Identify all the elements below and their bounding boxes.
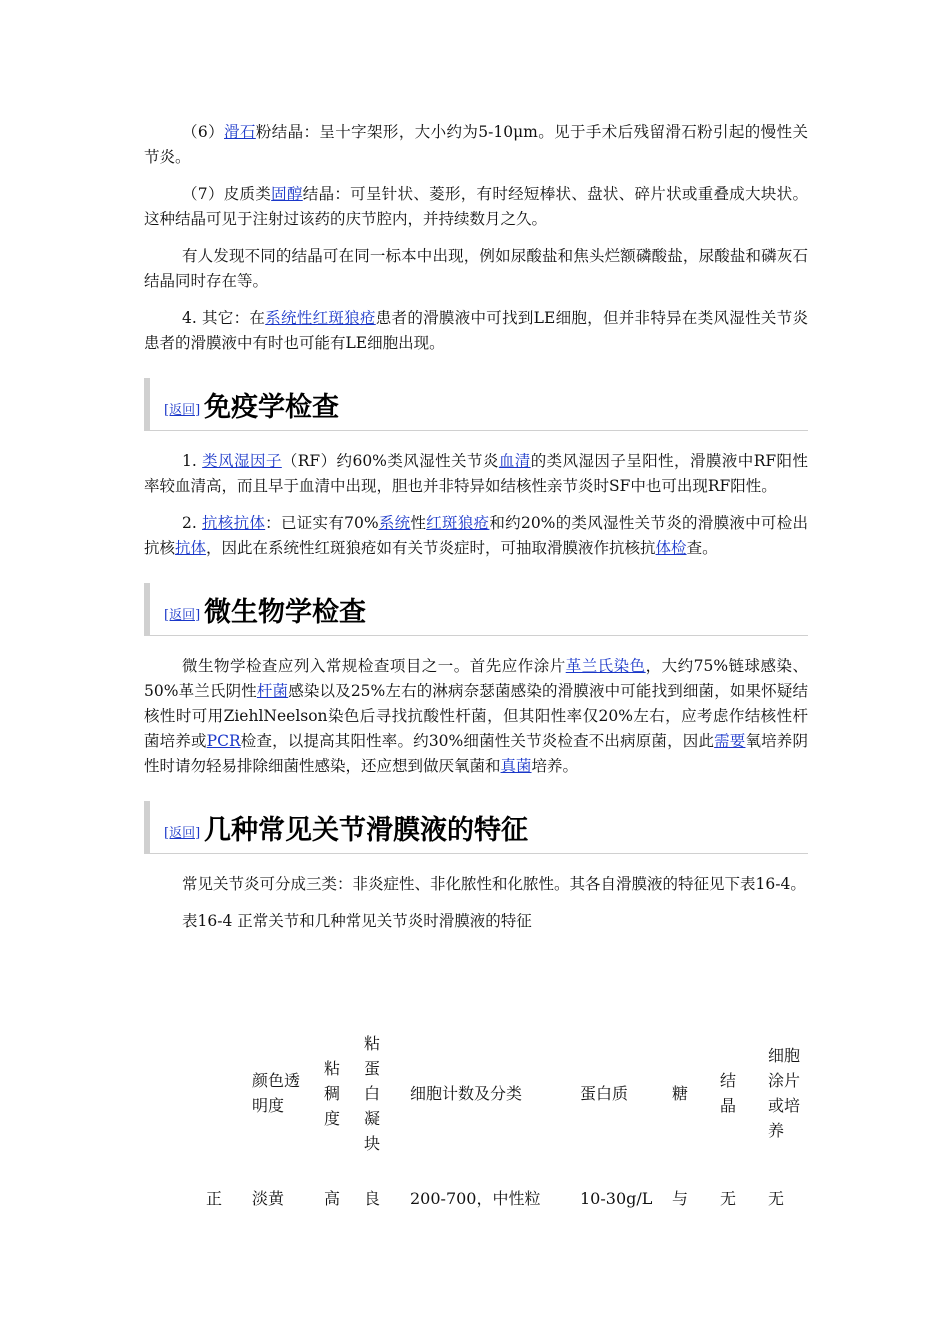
section-heading-immunology <box>144 378 808 431</box>
table-cell: 200-700，中性粒 <box>410 1188 541 1208</box>
table-cell: 与 <box>672 1188 689 1208</box>
text: 结晶：可呈针状、菱形，有时经短棒状、盘状、碎片状或重叠成大块状。这种结晶可见于注射过该药的庆节腔内，并持续数月之久。 <box>144 185 808 228</box>
table-header-cell: 蛋白质 <box>580 1083 629 1103</box>
text: （6） <box>182 123 225 141</box>
back-link[interactable]: [返回] <box>164 403 201 418</box>
link-lupus[interactable]: 红斑狼疮 <box>426 514 490 532</box>
paragraph-ana <box>144 511 808 561</box>
table-cell: 良 <box>364 1188 381 1208</box>
section-heading-microbiology <box>144 583 808 636</box>
text: 1. <box>182 452 203 470</box>
text: 培养。 <box>531 757 579 775</box>
text: ：已证实有70% <box>265 514 379 532</box>
table-header-cell: 结晶 <box>720 1071 737 1115</box>
text: ，因此在系统性红斑狼疮如有关节炎症时，可抽取滑膜液作抗核抗 <box>206 539 656 557</box>
table-header-cell: 细胞涂片或培养 <box>768 1046 801 1140</box>
link-system[interactable]: 系统 <box>378 514 411 532</box>
table-cell <box>196 1018 252 1168</box>
table-caption: 表16-4 正常关节和几种常见关节炎时滑膜液的特征 <box>182 912 532 930</box>
text: 微生物学检查应列入常规检查项目之一。首先应作涂片 <box>182 657 566 675</box>
link-physical-exam[interactable]: 体检 <box>655 539 687 557</box>
paragraph-microbiology <box>144 654 808 779</box>
document-body <box>144 120 808 934</box>
text: 2. <box>182 514 203 532</box>
link-bacilli[interactable]: 杆菌 <box>256 682 289 700</box>
text: 检查，以提高其阳性率。约30%细菌性关节炎检查不出病原菌，因此 <box>240 732 715 750</box>
paragraph-other <box>144 306 808 356</box>
table-header-cell: 糖 <box>672 1083 689 1103</box>
section-title: 免疫学检查 <box>204 392 339 423</box>
back-link[interactable]: [返回] <box>164 608 201 623</box>
link-serum[interactable]: 血清 <box>498 452 531 470</box>
link-antinuclear-antibody[interactable]: 抗核抗体 <box>202 514 266 532</box>
table-cell: 10-30g/L <box>580 1188 653 1208</box>
text: 和约20%的类风湿性关节炎的滑膜液中可检出抗核 <box>144 514 808 557</box>
paragraph-mixed-crystals: 有人发现不同的结晶可在同一标本中出现，例如尿酸盐和焦头烂额磷酸盐，尿酸盐和磷灰石结晶同时存在等。 <box>144 247 808 290</box>
table-header-cell: 粘稠度 <box>324 1058 341 1128</box>
link-antibody[interactable]: 抗体 <box>175 539 207 557</box>
table-cell: 淡黄 <box>252 1188 285 1208</box>
table-cell: 无 <box>768 1188 785 1208</box>
text: 的类风湿因子呈阳性，滑膜液中RF阳性率较血清高，而且早于血清中出现，胆也并非特异如结核性亲节炎时SF中也可出现RF阳性。 <box>144 452 808 495</box>
text: （7）皮质类 <box>182 185 272 203</box>
section-heading-synovial-features <box>144 801 808 854</box>
table-header-cell: 细胞计数及分类 <box>410 1083 523 1103</box>
text: （RF）约60%类风湿性关节炎 <box>281 452 499 470</box>
table-header-row <box>196 1018 808 1168</box>
paragraph-rf <box>144 449 808 499</box>
section-title: 几种常见关节滑膜液的特征 <box>204 815 528 846</box>
link-talc[interactable]: 滑石 <box>224 123 256 141</box>
back-link[interactable]: [返回] <box>164 826 201 841</box>
section-title: 微生物学检查 <box>204 597 366 628</box>
link-sle[interactable]: 系统性红斑狼疮 <box>265 309 376 327</box>
text: 氧培养阴性时请勿轻易排除细菌性感染，还应想到做厌氧菌和 <box>144 732 808 775</box>
link-gram-stain[interactable]: 革兰氏染色 <box>565 657 646 675</box>
table-header-cell: 颜色透明度 <box>252 1071 301 1115</box>
text: 查。 <box>686 539 718 557</box>
link-sterol[interactable]: 固醇 <box>271 185 303 203</box>
text: 4. 其它：在 <box>182 309 266 327</box>
text: ，大约75%链球感染、50%革兰氏阴性 <box>144 657 808 700</box>
paragraph-talc <box>144 120 808 170</box>
table-row <box>196 1168 808 1228</box>
link-rheumatoid-factor[interactable]: 类风湿因子 <box>202 452 282 470</box>
text: 感染以及25%左右的淋病奈瑟菌感染的滑膜液中可能找到细菌，如果怀疑结核性时可用ZiehlNeelson染色后寻找抗酸性杆菌，但其阳性率仅20%左右，应考虑作结核性杆菌培养或 <box>144 682 808 750</box>
link-need[interactable]: 需要 <box>714 732 746 750</box>
link-pcr[interactable]: PCR <box>206 732 241 750</box>
paragraph-corticosteroid <box>144 182 808 232</box>
table-cell: 无 <box>720 1188 737 1208</box>
text: 性 <box>410 514 427 532</box>
text: 患者的滑膜液中可找到LE细胞，但并非特异在类风湿性关节炎患者的滑膜液中有时也可能有LE细胞出现。 <box>144 309 808 352</box>
table-cell: 正 <box>206 1188 223 1208</box>
synovial-fluid-table <box>196 1018 808 1228</box>
paragraph-classification: 常见关节炎可分成三类：非炎症性、非化脓性和化脓性。其各自滑膜液的特征见下表16-4。 <box>182 875 806 893</box>
table-cell: 高 <box>324 1188 341 1208</box>
table-header-cell: 粘蛋白凝块 <box>364 1033 381 1153</box>
text: 粉结晶：呈十字架形，大小约为5-10μm。见于手术后残留滑石粉引起的慢性关节炎。 <box>144 123 808 166</box>
link-fungi[interactable]: 真菌 <box>500 757 532 775</box>
